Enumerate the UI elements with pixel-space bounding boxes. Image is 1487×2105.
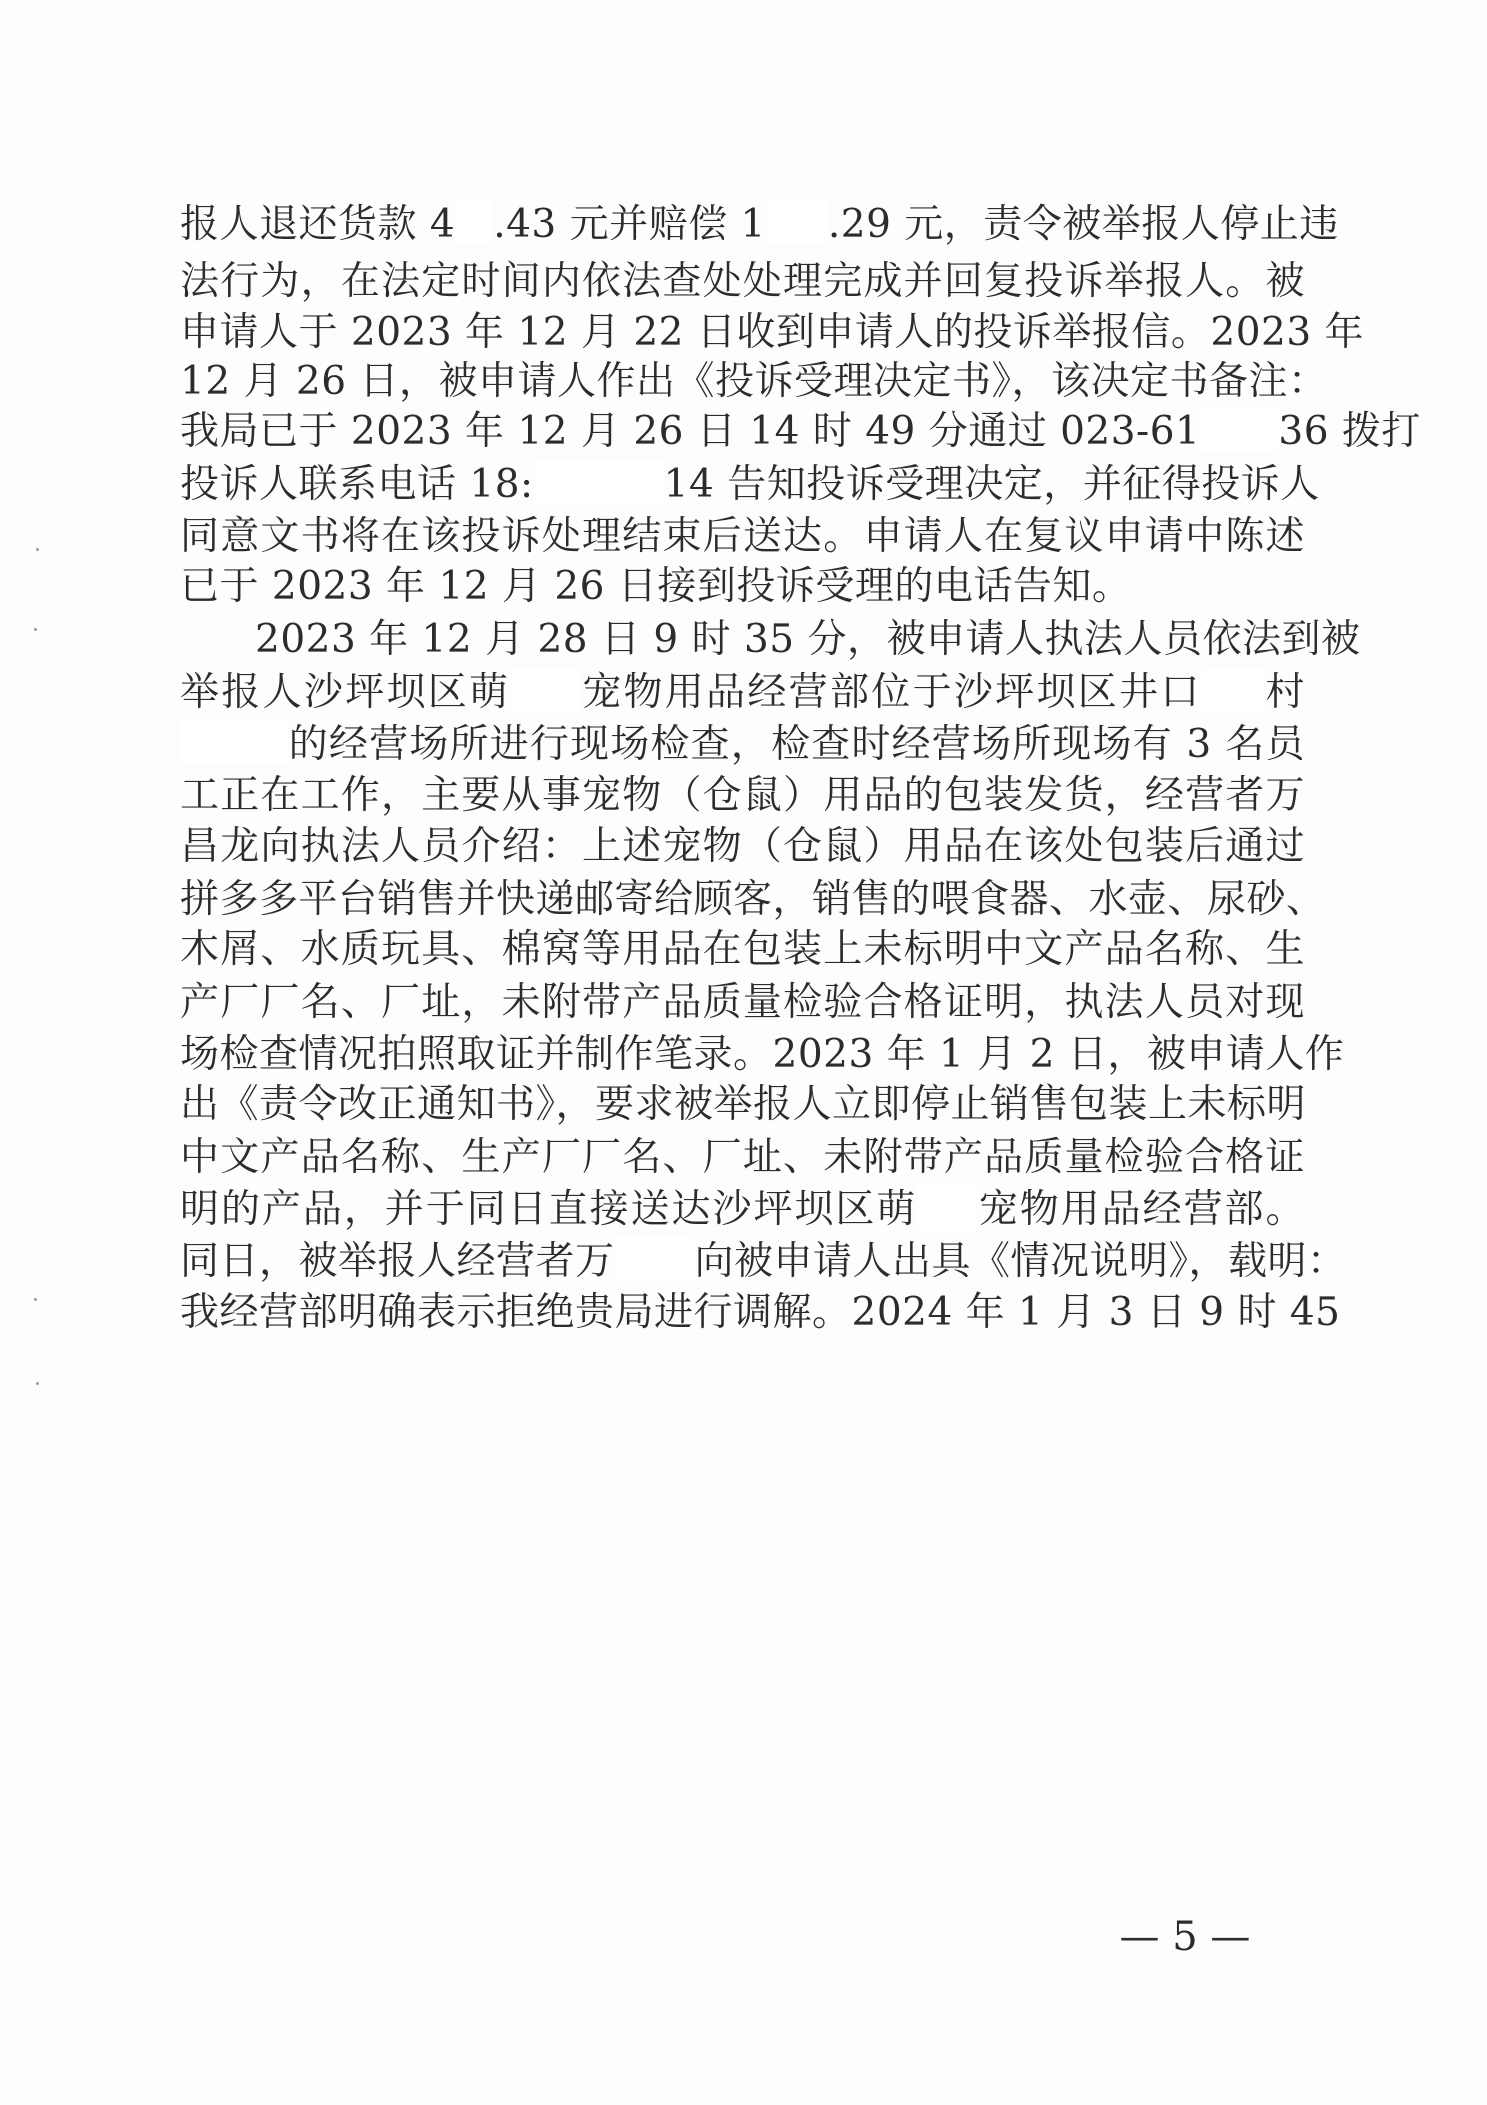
text-segment: 向被申请人出具《情况说明》，载明： bbox=[694, 1239, 1347, 1284]
text-line bbox=[180, 1283, 1341, 1343]
redaction-block bbox=[1200, 406, 1278, 452]
scan-speck bbox=[36, 548, 39, 551]
text-line bbox=[255, 610, 1361, 670]
text-line bbox=[180, 973, 1305, 1033]
redaction-block bbox=[510, 667, 580, 713]
redaction-block bbox=[766, 199, 828, 245]
text-segment: 木屑、水质玩具、棉窝等用品在包装上未标明中文产品名称、生 bbox=[180, 927, 1305, 972]
text-line bbox=[180, 195, 1339, 255]
text-segment: 14 告知投诉受理决定，并征得投诉人 bbox=[663, 462, 1320, 507]
text-segment: 昌龙向执法人员介绍：上述宠物（仓鼠）用品在该处包装后通过 bbox=[180, 824, 1305, 869]
text-line bbox=[180, 455, 1320, 515]
text-segment: .43 元并赔偿 1 bbox=[493, 202, 766, 247]
text-segment: 法行为，在法定时间内依法查处处理完成并回复投诉举报人。被 bbox=[180, 259, 1305, 304]
text-line bbox=[180, 817, 1305, 877]
scan-speck bbox=[34, 1298, 37, 1301]
text-line bbox=[180, 1180, 1305, 1240]
text-segment: .29 元，责令被举报人停止违 bbox=[827, 202, 1339, 247]
text-segment: 的经营场所进行现场检查，检查时经营场所现场有 3 名员 bbox=[288, 722, 1305, 767]
text-segment: 工正在工作，主要从事宠物（仓鼠）用品的包装发货，经营者万 bbox=[180, 773, 1305, 818]
text-segment: 已于 2023 年 12 月 26 日接到投诉受理的电话告知。 bbox=[180, 564, 1132, 609]
text-segment: 场检查情况拍照取证并制作笔录。2023 年 1 月 2 日，被申请人作 bbox=[180, 1032, 1345, 1077]
text-segment: 同日，被举报人经营者万 bbox=[180, 1239, 615, 1284]
text-segment: 我经营部明确表示拒绝贵局进行调解。2024 年 1 月 3 日 9 时 45 bbox=[180, 1290, 1341, 1335]
redaction-block bbox=[615, 1236, 695, 1282]
page-number: — 5 — bbox=[1119, 1914, 1251, 1960]
redaction-block bbox=[534, 459, 664, 505]
text-segment: 村 bbox=[1263, 670, 1305, 715]
text-segment: 2023 年 12 月 28 日 9 时 35 分，被申请人执法人员依法到被 bbox=[255, 617, 1361, 662]
text-line bbox=[180, 557, 1305, 617]
text-line bbox=[180, 920, 1305, 980]
text-segment: 投诉人联系电话 18: bbox=[180, 462, 534, 507]
text-segment: 举报人沙坪坝区萌 bbox=[180, 670, 511, 715]
text-segment: 产厂厂名、厂址，未附带产品质量检验合格证明，执法人员对现 bbox=[180, 980, 1305, 1025]
text-line bbox=[180, 1128, 1305, 1188]
text-segment: 申请人于 2023 年 12 月 22 日收到申请人的投诉举报信。2023 年 bbox=[180, 310, 1365, 355]
text-line bbox=[180, 663, 1305, 723]
text-segment: 出《责令改正通知书》，要求被举报人立即停止销售包装上未标明 bbox=[180, 1082, 1307, 1127]
redaction-block bbox=[180, 719, 288, 765]
redaction-block bbox=[1202, 667, 1264, 713]
text-segment: 明的产品，并于同日直接送达沙坪坝区萌 bbox=[180, 1187, 918, 1232]
text-segment: 报人退还货款 4 bbox=[180, 202, 456, 247]
redaction-block bbox=[455, 199, 493, 245]
redaction-block bbox=[917, 1184, 977, 1230]
text-segment: 拼多多平台销售并快递邮寄给顾客，销售的喂食器、水壶、尿砂、 bbox=[180, 877, 1326, 922]
scan-speck bbox=[34, 628, 37, 631]
text-segment: 宠物用品经营部位于沙坪坝区井口 bbox=[580, 670, 1202, 715]
scan-speck bbox=[36, 1382, 39, 1385]
text-segment: 同意文书将在该投诉处理结束后送达。申请人在复议申请中陈述 bbox=[180, 514, 1305, 559]
text-line bbox=[180, 402, 1421, 462]
text-segment: 36 拨打 bbox=[1278, 409, 1421, 454]
text-segment: 12 月 26 日，被申请人作出《投诉受理决定书》，该决定书备注： bbox=[180, 359, 1328, 404]
text-segment: 中文产品名称、生产厂厂名、厂址、未附带产品质量检验合格证 bbox=[180, 1135, 1305, 1180]
text-segment: 宠物用品经营部。 bbox=[977, 1187, 1305, 1232]
text-segment: 我局已于 2023 年 12 月 26 日 14 时 49 分通过 023-61 bbox=[180, 409, 1201, 454]
text-line bbox=[180, 1075, 1305, 1135]
